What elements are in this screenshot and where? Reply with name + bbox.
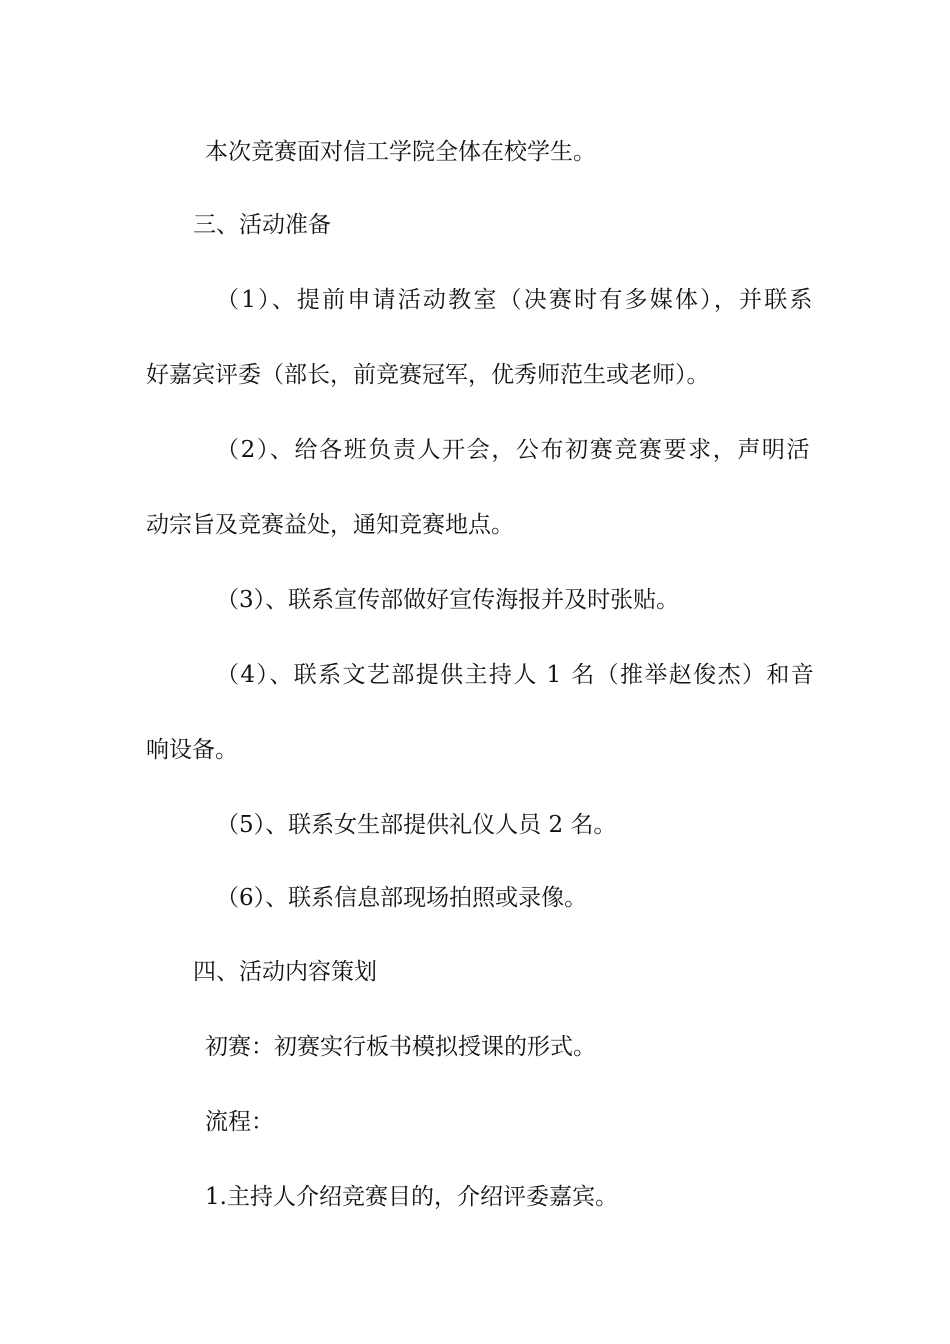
list-item-6: （6）、联系信息部现场拍照或录像。 [216,885,588,911]
list-item-1-line-2: 好嘉宾评委（部长，前竞赛冠军，优秀师范生或老师）。 [146,362,710,388]
section-heading-content: 四、活动内容策划 [193,959,377,985]
list-item-2-line-1: （2）、给各班负责人开会，公布初赛竞赛要求，声明活 [216,437,812,463]
paragraph-preliminary: 初赛：初赛实行板书模拟授课的形式。 [205,1034,596,1060]
process-step-1: 1.主持人介绍竞赛目的，介绍评委嘉宾。 [205,1184,618,1210]
list-item-4-line-2: 响设备。 [146,737,238,763]
list-item-5: （5）、联系女生部提供礼仪人员 2 名。 [216,812,617,838]
paragraph-process-label: 流程： [205,1109,274,1135]
list-item-2-line-2: 动宗旨及竞赛益处，通知竞赛地点。 [146,512,514,538]
section-heading-preparation: 三、活动准备 [193,212,331,238]
list-item-4-line-1: （4）、联系文艺部提供主持人 1 名（推举赵俊杰）和音 [216,662,816,688]
list-item-1-line-1: （1）、提前申请活动教室（决赛时有多媒体），并联系 [216,287,815,313]
list-item-3: （3）、联系宣传部做好宣传海报并及时张贴。 [216,587,680,613]
paragraph-participants: 本次竞赛面对信工学院全体在校学生。 [205,139,596,165]
